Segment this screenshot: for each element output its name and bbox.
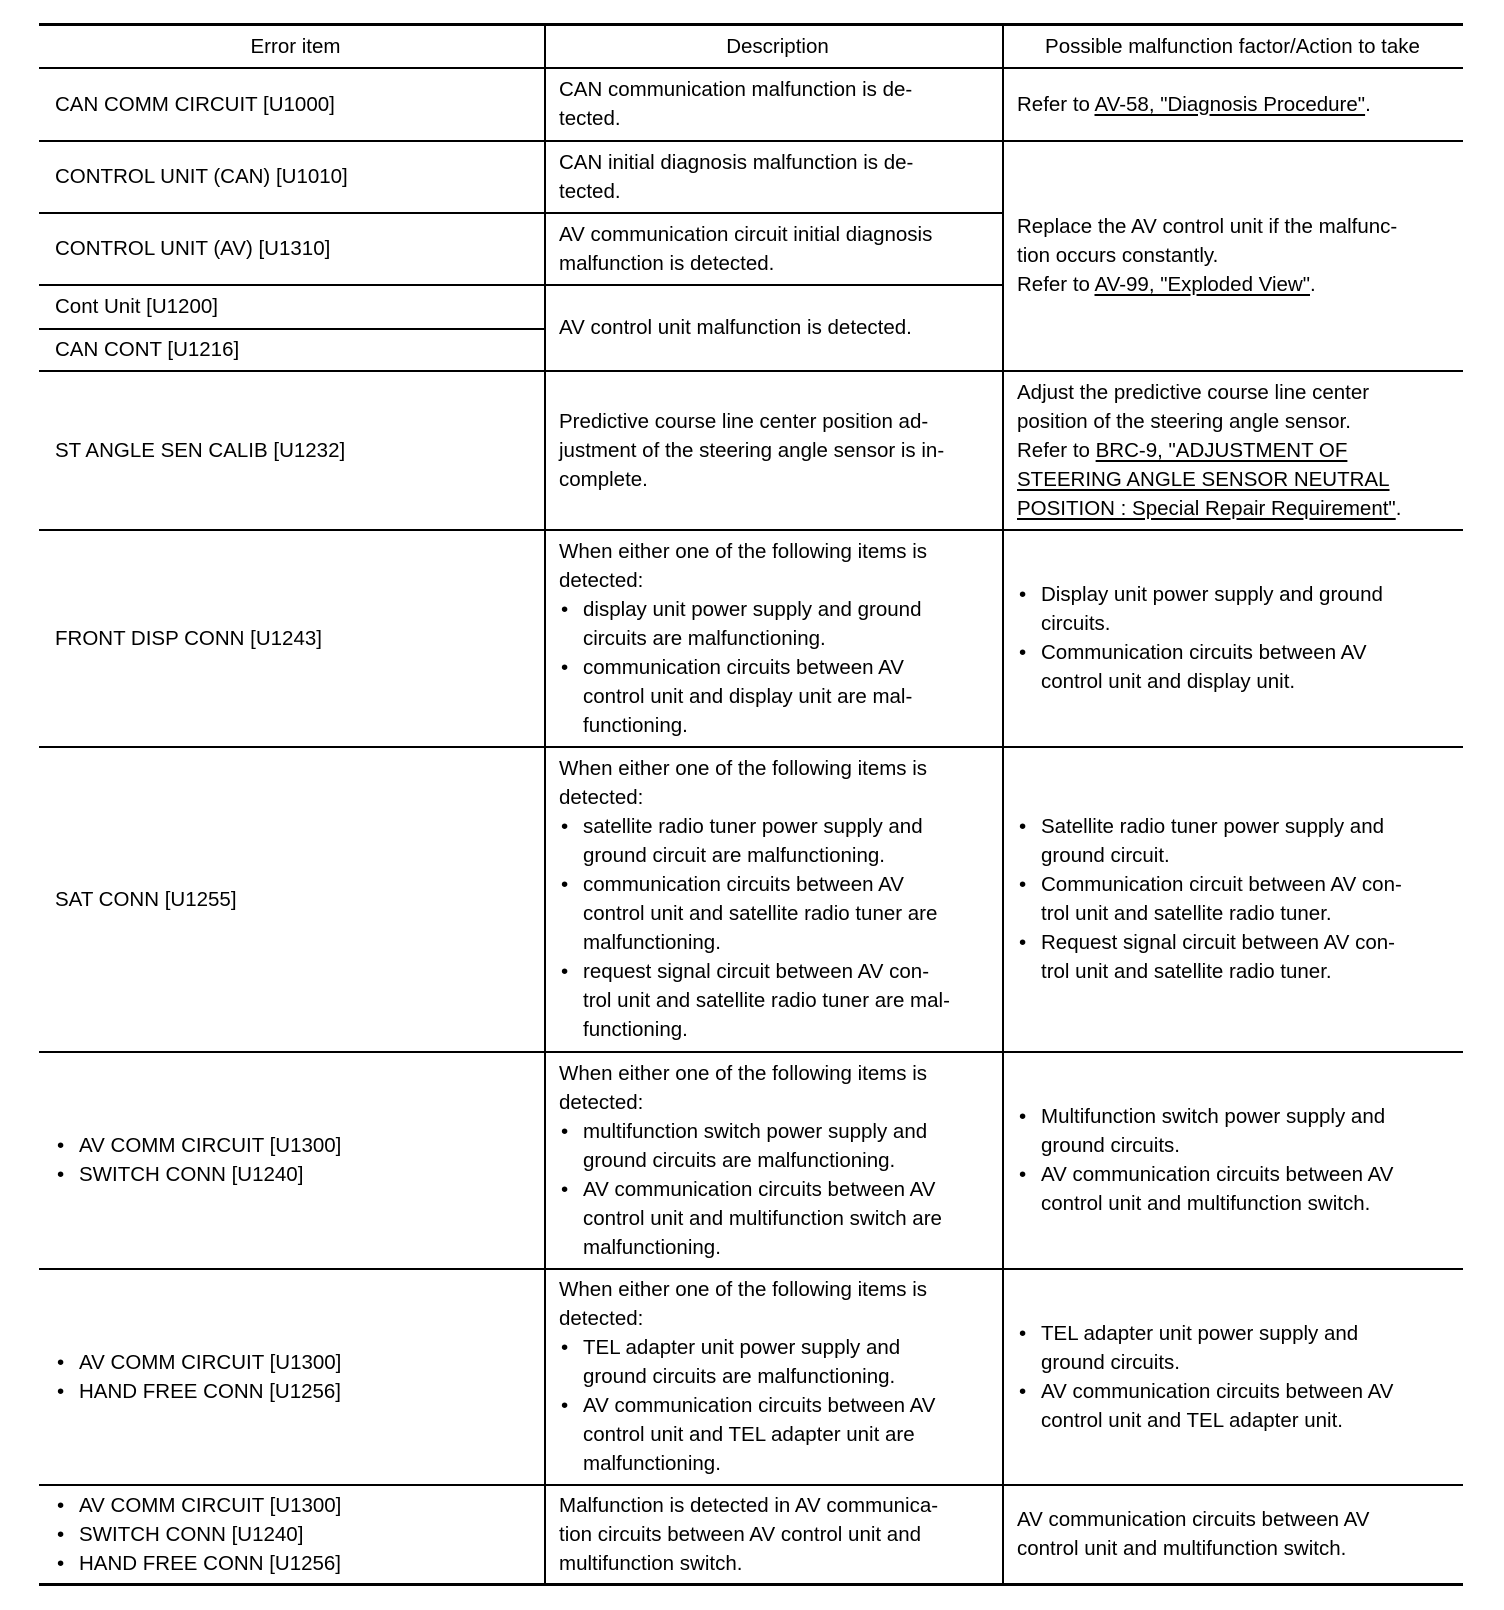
description-text: AV control unit malfunction is detected. — [559, 316, 912, 339]
error-item-label: ST ANGLE SEN CALIB [U1232] — [55, 438, 346, 462]
action-bullet: • Multifunction switch power supply and ground circuits. — [1017, 1102, 1457, 1160]
refer-to-text: Refer to — [1017, 438, 1096, 462]
description-text: CAN communication malfunction is de- tected. — [559, 78, 913, 130]
table-row-item — [39, 329, 544, 370]
reference-link[interactable]: STEERING ANGLE SENSOR NEUTRAL — [1017, 467, 1390, 491]
error-item-label: FRONT DISP CONN [U1243] — [55, 626, 322, 650]
action-bullet: • AV communication circuits between AV control unit and multifunction switch. — [1017, 1160, 1457, 1218]
description-intro: When either one of the following items is detected: — [559, 1278, 928, 1330]
reference-link[interactable]: AV-58, "Diagnosis Procedure" — [1094, 92, 1366, 116]
error-item-bullet: • HAND FREE CONN [U1256] — [55, 1377, 536, 1406]
table-row-desc — [544, 68, 1002, 140]
description-text: Predictive course line center position ad- justment of the steering angle sensor is in- complete. — [559, 409, 945, 491]
description-text: AV communication circuit initial diagnosis malfunction is detected. — [559, 222, 933, 275]
error-item-label: CONTROL UNIT (CAN) [U1010] — [55, 165, 348, 188]
table-row-item — [39, 1485, 544, 1583]
table-row-item — [39, 747, 544, 1051]
table-row-item — [39, 530, 544, 746]
action-bullet: • Request signal circuit between AV con- trol unit and satellite radio tuner. — [1017, 928, 1457, 986]
header-error-item: Error item — [250, 35, 341, 58]
description-bullet: • multifunction switch power supply and ground circuits are malfunctioning. — [559, 1117, 996, 1175]
table-row-action — [1002, 530, 1463, 746]
description-bullet: • AV communication circuits between AV control unit and multifunction switch are malfunctioning. — [559, 1175, 996, 1262]
table-row-item — [39, 68, 544, 140]
error-item-label: CAN CONT [U1216] — [55, 338, 240, 361]
table-row-desc — [544, 747, 1002, 1051]
table-row-desc — [544, 285, 1002, 370]
table-row-item — [39, 141, 544, 212]
punctuation: . — [1310, 273, 1316, 296]
error-item-bullet: • SWITCH CONN [U1240] — [55, 1520, 536, 1549]
description-bullet: • satellite radio tuner power supply and ground circuit are malfunctioning. — [559, 812, 996, 870]
table-row-action — [1002, 1269, 1463, 1484]
description-bullet: • TEL adapter unit power supply and ground circuits are malfunctioning. — [559, 1333, 996, 1391]
description-bullet: • communication circuits between AV control unit and satellite radio tuner are malfunctioning. — [559, 870, 996, 957]
refer-to-text: Refer to — [1017, 92, 1095, 116]
table-row-item — [39, 213, 544, 284]
error-item-label: SAT CONN [U1255] — [55, 887, 237, 911]
table-row-item — [39, 371, 544, 529]
table-row-desc — [544, 1269, 1002, 1484]
table-row-item — [39, 285, 544, 328]
table-row-action — [1002, 141, 1463, 370]
description-text: Malfunction is detected in AV communica- tion circuits between AV control unit and multifunction switch. — [559, 1493, 939, 1575]
table-bottom-rule — [39, 1583, 1463, 1586]
table-row-item — [39, 1269, 544, 1484]
error-item-label: CONTROL UNIT (AV) [U1310] — [55, 237, 331, 260]
action-text: AV communication circuits between AV control unit and multifunction switch. — [1017, 1508, 1370, 1560]
reference-link[interactable]: BRC-9, "ADJUSTMENT OF — [1095, 438, 1348, 462]
punctuation: . — [1395, 496, 1402, 520]
table-row-desc — [544, 1485, 1002, 1583]
action-bullet: • Communication circuits between AV control unit and display unit. — [1017, 638, 1457, 696]
action-bullet: • TEL adapter unit power supply and ground circuits. — [1017, 1319, 1457, 1377]
error-item-bullet: • SWITCH CONN [U1240] — [55, 1160, 536, 1189]
action-bullet: • Satellite radio tuner power supply and ground circuit. — [1017, 812, 1457, 870]
table-row-action — [1002, 1485, 1463, 1583]
table-row-action — [1002, 747, 1463, 1051]
table-row-desc — [544, 1052, 1002, 1268]
action-bullet: • Communication circuit between AV con- trol unit and satellite radio tuner. — [1017, 870, 1457, 928]
table-row-desc — [544, 530, 1002, 746]
description-text: CAN initial diagnosis malfunction is de- tected. — [559, 150, 914, 203]
action-bullet: • AV communication circuits between AV control unit and TEL adapter unit. — [1017, 1377, 1457, 1435]
action-bullet: • Display unit power supply and ground circuits. — [1017, 580, 1457, 638]
error-item-bullet: • AV COMM CIRCUIT [U1300] — [55, 1348, 536, 1377]
refer-to-text: Refer to — [1017, 273, 1095, 296]
punctuation: . — [1365, 92, 1371, 116]
table-row-desc — [544, 141, 1002, 212]
error-item-label: CAN COMM CIRCUIT [U1000] — [55, 92, 335, 116]
header-action: Possible malfunction factor/Action to take — [1045, 35, 1420, 58]
error-item-bullet: • AV COMM CIRCUIT [U1300] — [55, 1491, 536, 1520]
error-item-bullet: • AV COMM CIRCUIT [U1300] — [55, 1131, 536, 1160]
table-row-action — [1002, 1052, 1463, 1268]
table-row-desc — [544, 371, 1002, 529]
description-bullet: • request signal circuit between AV con- trol unit and satellite radio tuner are mal- functioning. — [559, 957, 996, 1044]
table-row-item — [39, 1052, 544, 1268]
action-text: Adjust the predictive course line center position of the steering angle sensor. — [1017, 380, 1370, 433]
description-intro: When either one of the following items is detected: — [559, 539, 928, 592]
table-row-desc — [544, 213, 1002, 284]
error-item-bullet: • HAND FREE CONN [U1256] — [55, 1549, 536, 1578]
description-bullet: • communication circuits between AV control unit and display unit are mal- functioning. — [559, 653, 996, 740]
description-intro: When either one of the following items is detected: — [559, 757, 928, 809]
table-row-action — [1002, 68, 1463, 140]
description-intro: When either one of the following items is detected: — [559, 1061, 928, 1114]
error-item-table — [39, 0, 1463, 1610]
description-bullet: • display unit power supply and ground circuits are malfunctioning. — [559, 595, 996, 653]
table-row-action — [1002, 371, 1463, 529]
error-item-label: Cont Unit [U1200] — [55, 295, 218, 318]
description-bullet: • AV communication circuits between AV control unit and TEL adapter unit are malfunctioning. — [559, 1391, 996, 1478]
action-text: Replace the AV control unit if the malfunc- tion occurs constantly. — [1017, 215, 1398, 267]
reference-link[interactable]: AV-99, "Exploded View" — [1094, 273, 1311, 296]
reference-link[interactable]: POSITION : Special Repair Requirement" — [1017, 496, 1396, 520]
header-description: Description — [726, 35, 829, 58]
